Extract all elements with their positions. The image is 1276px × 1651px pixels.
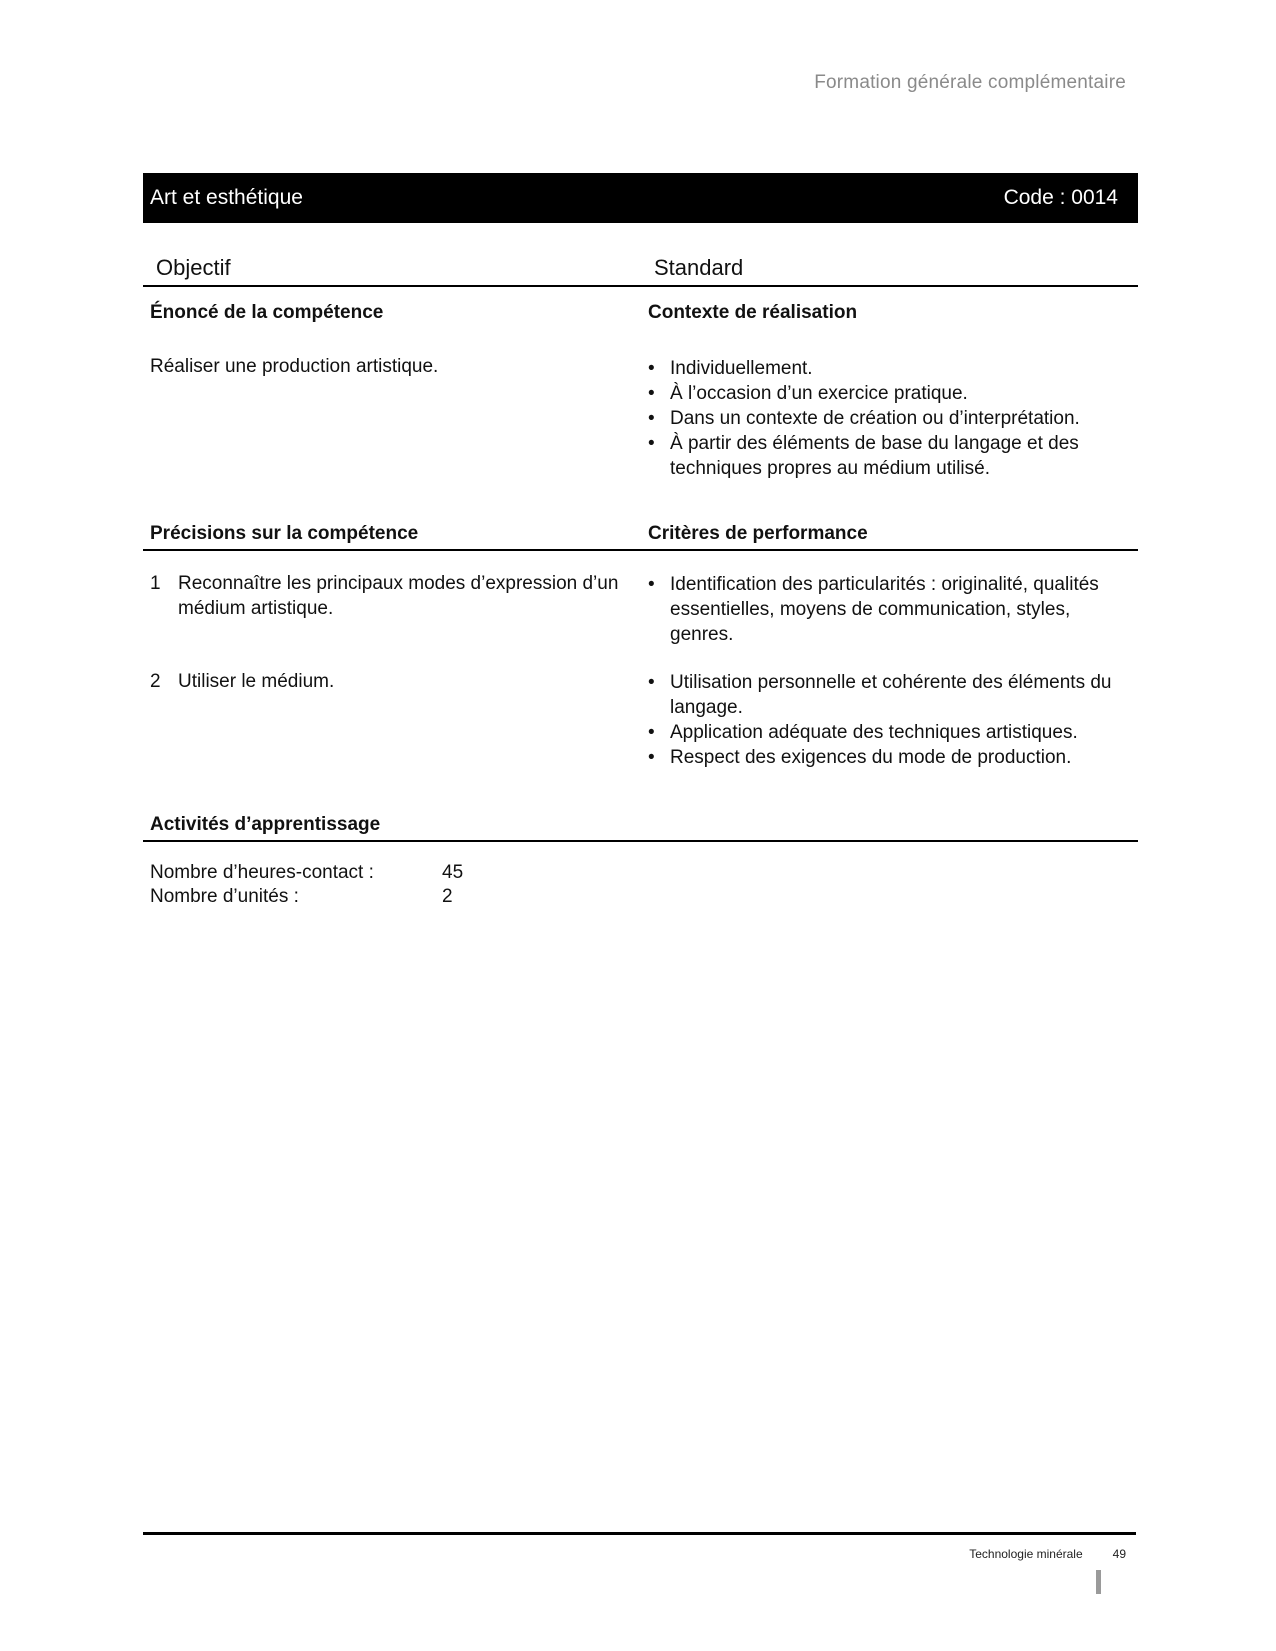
list-item: • Respect des exigences du mode de production. <box>648 745 1138 770</box>
list-item: • Individuellement. <box>648 356 1138 381</box>
course-title: Art et esthétique <box>150 186 303 209</box>
list-item: • À l’occasion d’un exercice pratique. <box>648 381 1138 406</box>
list-item: • À partir des éléments de base du langage et des techniques propres au médium utilisé. <box>648 431 1138 481</box>
precisions-criteres-header <box>143 515 1138 551</box>
objectif-heading: Objectif <box>156 255 231 280</box>
objectif-standard-header <box>143 248 1138 287</box>
heures-value: 45 <box>442 862 464 883</box>
precisions-heading: Précisions sur la compétence <box>150 523 419 544</box>
footer-rule <box>143 1532 1136 1535</box>
footer-marker <box>1096 1570 1101 1594</box>
list-item: • Identification des particularités : originalité, qualités essentielles, moyens de communication, styles, genres. <box>648 572 1138 647</box>
activites-header <box>143 808 1138 842</box>
course-title-bar <box>143 173 1138 223</box>
list-item: • Utilisation personnelle et cohérente des éléments du langage. <box>648 670 1138 720</box>
criteres-list-1 <box>648 572 1138 647</box>
course-code: Code : 0014 <box>1003 186 1118 209</box>
standard-heading: Standard <box>654 255 744 280</box>
activites-heading: Activités d’apprentissage <box>150 814 381 835</box>
precision-item-1 <box>150 572 620 621</box>
footer <box>969 1547 1126 1561</box>
precision-item-2 <box>150 670 620 695</box>
running-header: Formation générale complémentaire <box>814 72 1126 93</box>
precision-text: Reconnaître les principaux modes d’expression d’un médium artistique. <box>178 573 619 619</box>
footer-program: Technologie minérale <box>969 1547 1083 1561</box>
contexte-list <box>648 356 1138 481</box>
heures-contact-row <box>150 861 464 885</box>
precision-number: 2 <box>150 671 161 692</box>
enonce-heading: Énoncé de la compétence <box>150 302 384 323</box>
heures-label: Nombre d’heures-contact : <box>150 862 374 883</box>
page-number: 49 <box>1112 1547 1126 1561</box>
precision-text: Utiliser le médium. <box>178 671 335 692</box>
unites-row <box>150 885 453 909</box>
criteres-heading: Critères de performance <box>648 523 868 544</box>
unites-label: Nombre d’unités : <box>150 886 299 907</box>
list-item: • Dans un contexte de création ou d’interprétation. <box>648 406 1138 431</box>
criteres-list-2 <box>648 670 1138 770</box>
list-item: • Application adéquate des techniques artistiques. <box>648 720 1138 745</box>
unites-value: 2 <box>442 886 453 907</box>
contexte-heading: Contexte de réalisation <box>648 302 858 323</box>
precision-number: 1 <box>150 573 161 594</box>
enonce-text: Réaliser une production artistique. <box>150 356 439 377</box>
